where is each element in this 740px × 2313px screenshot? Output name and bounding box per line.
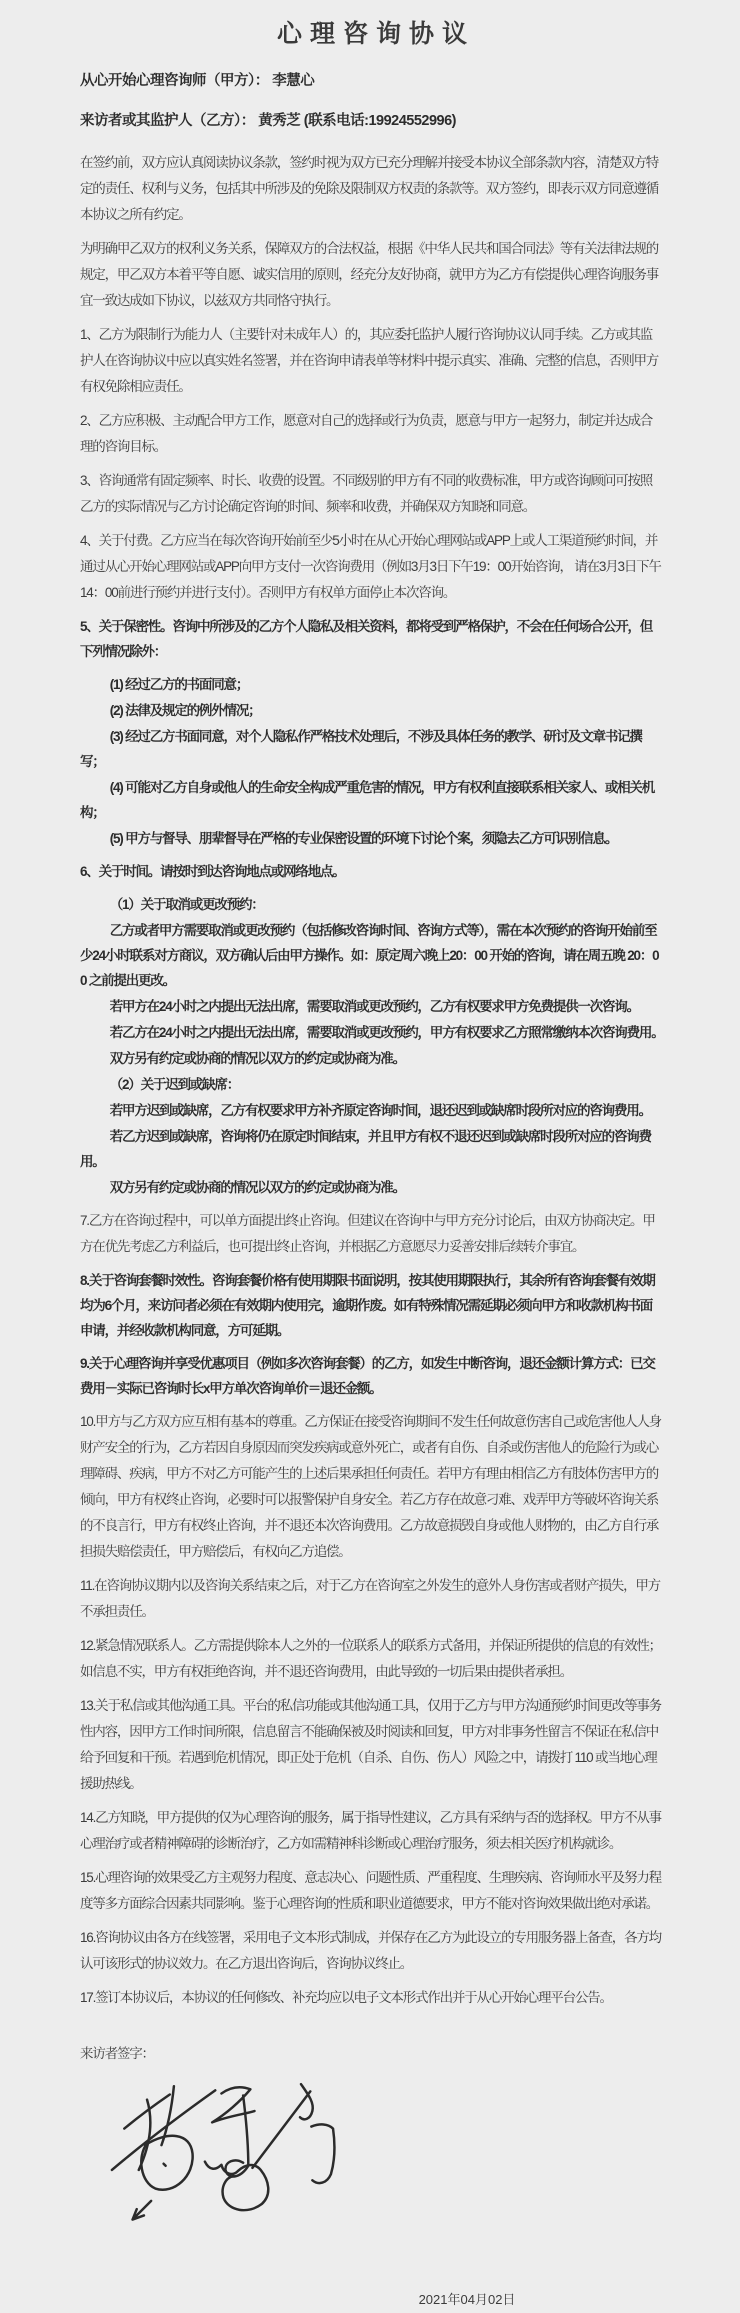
clause-1: 1、乙方为限制行为能力人（主要针对未成年人）的，其应委托监护人履行咨询协议认同手续。乙方或其监护人在咨询协议中应以真实姓名签署，并在咨询申请表单等材料中提示真实、准确、完整的信息，否则甲方有权免除相应责任。 (80, 327, 659, 394)
clause-6-line-4: 若乙方在24小时之内提出无法出席，需要取消或更改预约，甲方有权要求乙方照常缴纳本次咨询费用。 (109, 1025, 664, 1040)
clause-13: 13.关于私信或其他沟通工具。平台的私信功能或其他沟通工具，仅用于乙方与甲方沟通预约时间更改等事务性内容，因甲方工作时间所限，信息留言不能确保被及时阅读和回复，甲方对非事务性留言不保证在私信中给予回复和干预。若遇到危机情况，即正处于危机（自杀、自伤、伤人）风险之中，请拨打 110 或当地心理援助热线。 (80, 1698, 661, 1791)
visitor-signature-label: 来访者签字： (80, 2046, 154, 2061)
clause-6-line-9: 双方另有约定或协商的情况以双方的约定或协商为准。 (109, 1180, 405, 1195)
handwritten-signature (106, 2079, 664, 2239)
clause-2: 2、乙方应积极、主动配合甲方工作，愿意对自己的选择或行为负责，愿意与甲方一起努力，制定并达成合理的咨询目标。 (80, 413, 653, 454)
clause-5-item-4: (4) 可能对乙方自身或他人的生命安全构成严重危害的情况，甲方有权利直接联系相关家人、或相关机构； (80, 780, 655, 820)
party-a-line: 从心开始心理咨询师（甲方）： 李慧心 (80, 73, 315, 89)
clause-6-line-2: 乙方或者甲方需要取消或更改预约（包括修改咨询时间、咨询方式等），需在本次预约的咨询开始前至少24小时联系对方商议，双方确认后由甲方操作。如：原定周六晚上20：00 开始的咨询，请在周五晚 20：00 之前提出更改。 (80, 923, 659, 988)
clause-11: 11.在咨询协议期内以及咨询关系结束之后，对于乙方在咨询室之外发生的意外人身伤害或者财产损失，甲方不承担责任。 (80, 1578, 660, 1619)
clause-6: 6、关于时间。请按时到达咨询地点或网络地点。 (80, 864, 345, 879)
signature-date: 2021年04月02日 (418, 2292, 516, 2307)
signature-drawing-icon (106, 2079, 341, 2234)
clause-16: 16.咨询协议由各方在线签署，采用电子文本形式制成，并保存在乙方为此设立的专用服务器上备查，各方均认可该形式的协议效力。在乙方退出咨询后，咨询协议终止。 (80, 1930, 661, 1971)
clause-10: 10.甲方与乙方双方应互相有基本的尊重。乙方保证在接受咨询期间不发生任何故意伤害自己或危害他人人身财产安全的行为，乙方若因自身原因而突发疾病或意外死亡，或者有自伤、自杀或伤害他人的危险行为或心理障碍、疾病，甲方不对乙方可能产生的上述后果承担任何责任。若甲方有理由相信乙方有肢体伤害甲方的倾向，甲方有权终止咨询，必要时可以报警保护自身安全。若乙方存在故意刁难、戏弄甲方等破坏咨询关系的不良言行，甲方有权终止咨询，并不退还本次咨询费用。乙方故意损毁自身或他人财物的，由乙方自行承担损失赔偿责任，甲方赔偿后，有权向乙方追偿。 (80, 1414, 661, 1559)
party-b-line: 来访者或其监护人（乙方）： 黄秀芝 (联系电话:19924552996) (80, 113, 456, 129)
clause-5-item-3: (3) 经过乙方书面同意，对个人隐私作严格技术处理后，不涉及具体任务的教学、研讨及文章书记撰写； (80, 729, 642, 769)
clause-6-line-7: 若甲方迟到或缺席，乙方有权要求甲方补齐原定咨询时间，退还迟到或缺席时段所对应的咨询费用。 (109, 1103, 651, 1118)
clause-14: 14.乙方知晓，甲方提供的仅为心理咨询的服务，属于指导性建议，乙方具有采纳与否的选择权。甲方不从事心理治疗或者精神障碍的诊断治疗，乙方如需精神科诊断或心理治疗服务，须去相关医疗机构就诊。 (80, 1810, 661, 1851)
clause-6-line-6: （2）关于迟到或缺席： (109, 1077, 239, 1092)
clause-7: 7.乙方在咨询过程中，可以单方面提出终止咨询。但建议在咨询中与甲方充分讨论后，由双方协商决定。甲方在优先考虑乙方利益后，也可提出终止咨询，并根据乙方意愿尽力妥善安排后续转介事宜。 (80, 1213, 655, 1254)
clause-3: 3、咨询通常有固定频率、时长、收费的设置。不同级别的甲方有不同的收费标准，甲方或咨询顾问可按照乙方的实际情况与乙方讨论确定咨询的时间、频率和收费，并确保双方知晓和同意。 (80, 473, 653, 514)
preamble-paragraph-2: 为明确甲乙双方的权利义务关系，保障双方的合法权益，根据《中华人民共和国合同法》等有关法律法规的规定，甲乙双方本着平等自愿、诚实信用的原则，经充分友好协商，就甲方为乙方有偿提供心理咨询服务事宜一致达成如下协议，以兹双方共同恪守执行。 (80, 241, 659, 308)
clause-6-line-5: 双方另有约定或协商的情况以双方的约定或协商为准。 (109, 1051, 405, 1066)
clause-5: 5、关于保密性。咨询中所涉及的乙方个人隐私及相关资料，都将受到严格保护，不会在任何场合公开，但下列情况除外： (80, 619, 653, 659)
clause-5-item-5: (5) 甲方与督导、朋辈督导在严格的专业保密设置的环境下讨论个案，须隐去乙方可识别信息。 (109, 831, 618, 846)
clause-15: 15.心理咨询的效果受乙方主观努力程度、意志决心、问题性质、严重程度、生理疾病、咨询师水平及努力程度等多方面综合因素共同影响。鉴于心理咨询的性质和职业道德要求，甲方不能对咨询效果做出绝对承诺。 (80, 1870, 661, 1911)
clause-8: 8.关于咨询套餐时效性。咨询套餐价格有使用期限书面说明，按其使用期限执行，其余所有咨询套餐有效期均为6个月，来访问者必须在有效期内使用完，逾期作废。如有特殊情况需延期必须向甲方和收款机构书面申请，并经收款机构同意，方可延期。 (80, 1273, 655, 1338)
clause-6-line-8: 若乙方迟到或缺席，咨询将仍在原定时间结束，并且甲方有权不退还迟到或缺席时段所对应的咨询费用。 (80, 1129, 651, 1169)
clause-17: 17.签订本协议后，本协议的任何修改、补充均应以电子文本形式作出并于从心开始心理平台公告。 (80, 1990, 612, 2005)
clause-5-item-2: (2) 法律及规定的例外情况； (109, 703, 261, 718)
document-title: 心理咨询协议 (276, 20, 475, 48)
clause-12: 12.紧急情况联系人。乙方需提供除本人之外的一位联系人的联系方式备用，并保证所提供的信息的有效性；如信息不实，甲方有权拒绝咨询，并不退还咨询费用，由此导致的一切后果由提供者承担。 (80, 1638, 661, 1679)
preamble-paragraph-1: 在签约前，双方应认真阅读协议条款，签约时视为双方已充分理解并接受本协议全部条款内容，清楚双方特定的责任、权利与义务，包括其中所涉及的免除及限制双方权责的条款等。双方签约，即表示双方同意遵循本协议之所有约定。 (80, 155, 659, 222)
clause-4: 4、关于付费。乙方应当在每次咨询开始前至少5小时在从心开始心理网站或APP上或人工渠道预约时间，并通过从心开始心理网站或APP向甲方支付一次咨询费用（例如3月3日下午19：00开始咨询， 请在3月3日下午14：00前进行预约并进行支付）。否则甲方有权单方面停止本次咨询。 (80, 533, 661, 600)
clause-9: 9.关于心理咨询并享受优惠项目（例如多次咨询套餐）的乙方，如发生中断咨询，退还金额计算方式：已交费用－实际已咨询时长x甲方单次咨询单价＝退还金额。 (80, 1356, 655, 1396)
clause-5-item-1: (1) 经过乙方的书面同意； (109, 677, 249, 692)
clause-6-line-3: 若甲方在24小时之内提出无法出席，需要取消或更改预约，乙方有权要求甲方免费提供一次咨询。 (109, 999, 639, 1014)
clause-6-line-1: （1）关于取消或更改预约： (109, 897, 264, 912)
